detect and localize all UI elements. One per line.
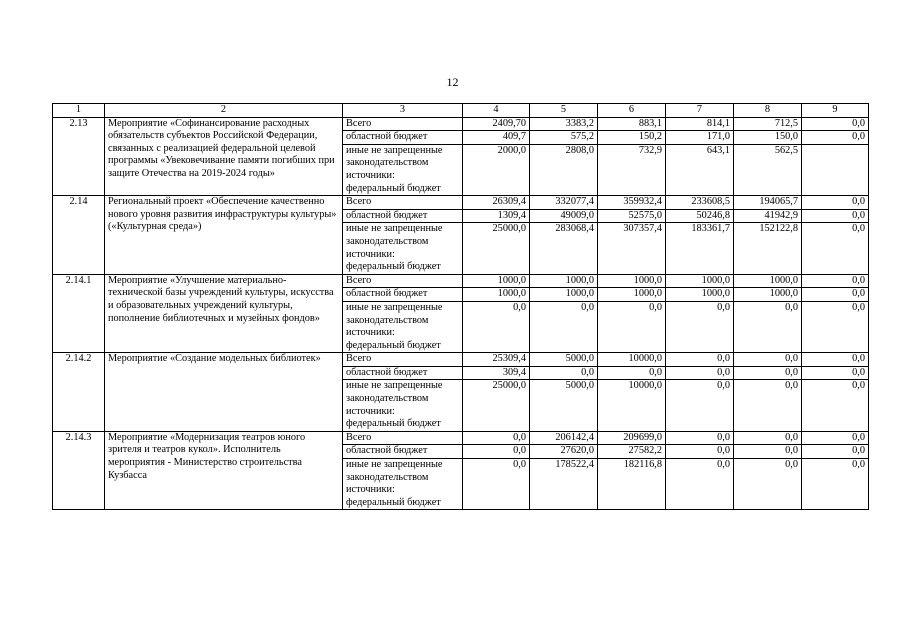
value-cell: 1000,0 (598, 274, 666, 288)
header-cell: 9 (802, 104, 869, 118)
value-cell: 171,0 (666, 131, 734, 145)
value-cell: 0,0 (802, 366, 869, 380)
value-cell: 0,0 (734, 353, 802, 367)
value-cell: 194065,7 (734, 196, 802, 210)
value-cell: 25309,4 (463, 353, 530, 367)
value-cell: 0,0 (734, 431, 802, 445)
value-cell: 41942,9 (734, 209, 802, 223)
item-number: 2.14 (53, 196, 105, 275)
value-cell: 1000,0 (734, 288, 802, 302)
value-cell: 1000,0 (666, 274, 734, 288)
value-cell: 150,0 (734, 131, 802, 145)
value-cell: 1000,0 (463, 274, 530, 288)
source-federal: федеральный бюджет (346, 339, 441, 351)
source-regional: областной бюджет (343, 445, 463, 459)
value-cell: 25000,0 (463, 380, 530, 431)
value-cell: 0,0 (734, 380, 802, 431)
header-cell: 4 (463, 104, 530, 118)
source-regional: областной бюджет (343, 366, 463, 380)
source-other: иные не запрещенные законодательством источники: (346, 144, 443, 181)
source-other-cell (343, 223, 463, 274)
value-cell: 27620,0 (530, 445, 598, 459)
item-name: Мероприятие «Создание модельных библиотек» (105, 353, 343, 432)
value-cell: 152122,8 (734, 223, 802, 274)
value-cell: 1000,0 (530, 288, 598, 302)
value-cell: 1000,0 (734, 274, 802, 288)
value-cell: 5000,0 (530, 353, 598, 367)
value-cell: 712,5 (734, 117, 802, 131)
value-cell: 0,0 (802, 431, 869, 445)
item-name: Мероприятие «Софинансирование расходных обязательств субъектов Российской Федерации, связанных с реализацией федеральной целевой программы «Увековечивание памяти погибших при защите Отечества на 2019-2024 годы» (105, 117, 343, 196)
source-federal: федеральный бюджет (346, 182, 441, 194)
value-cell: 10000,0 (598, 353, 666, 367)
header-cell: 3 (343, 104, 463, 118)
source-regional: областной бюджет (343, 131, 463, 145)
value-cell: 0,0 (598, 366, 666, 380)
value-cell: 0,0 (666, 301, 734, 352)
value-cell: 409,7 (463, 131, 530, 145)
value-cell: 0,0 (530, 366, 598, 380)
value-cell: 0,0 (463, 301, 530, 352)
source-other-cell (343, 144, 463, 195)
value-cell: 0,0 (666, 353, 734, 367)
value-cell: 643,1 (666, 144, 734, 195)
source-regional: областной бюджет (343, 288, 463, 302)
source-other: иные не запрещенные законодательством источники: (346, 459, 443, 496)
value-cell: 332077,4 (530, 196, 598, 210)
value-cell: 0,0 (734, 301, 802, 352)
source-total: Всего (343, 431, 463, 445)
value-cell: 1000,0 (463, 288, 530, 302)
source-federal: федеральный бюджет (346, 261, 441, 273)
value-cell: 1000,0 (666, 288, 734, 302)
value-cell: 182116,8 (598, 459, 666, 510)
source-other: иные не запрещенные законодательством источники: (346, 380, 443, 417)
source-other-cell (343, 301, 463, 352)
item-name: Региональный проект «Обеспечение качественно нового уровня развития инфраструктуры культуры» («Культурная среда») (105, 196, 343, 275)
value-cell: 0,0 (802, 445, 869, 459)
table-row (53, 117, 869, 131)
value-cell: 732,9 (598, 144, 666, 195)
value-cell: 307357,4 (598, 223, 666, 274)
header-cell: 1 (53, 104, 105, 118)
value-cell: 0,0 (463, 459, 530, 510)
table-row (53, 353, 869, 367)
source-total: Всего (343, 196, 463, 210)
value-cell: 27582,2 (598, 445, 666, 459)
value-cell: 283068,4 (530, 223, 598, 274)
source-other-cell (343, 459, 463, 510)
value-cell: 0,0 (666, 459, 734, 510)
value-cell: 26309,4 (463, 196, 530, 210)
value-cell: 0,0 (463, 431, 530, 445)
source-other-cell (343, 380, 463, 431)
value-cell: 1000,0 (530, 274, 598, 288)
value-cell: 150,2 (598, 131, 666, 145)
value-cell: 814,1 (666, 117, 734, 131)
value-cell: 209699,0 (598, 431, 666, 445)
item-number: 2.14.1 (53, 274, 105, 353)
value-cell: 178522,4 (530, 459, 598, 510)
source-total: Всего (343, 274, 463, 288)
header-cell: 8 (734, 104, 802, 118)
value-cell: 359932,4 (598, 196, 666, 210)
value-cell: 0,0 (666, 366, 734, 380)
source-total: Всего (343, 353, 463, 367)
value-cell: 0,0 (598, 301, 666, 352)
value-cell: 0,0 (530, 301, 598, 352)
page-number: 12 (446, 75, 459, 89)
value-cell: 0,0 (734, 459, 802, 510)
value-cell: 0,0 (666, 445, 734, 459)
value-cell: 0,0 (802, 274, 869, 288)
value-cell: 1309,4 (463, 209, 530, 223)
value-cell: 0,0 (802, 288, 869, 302)
value-cell: 0,0 (666, 431, 734, 445)
source-federal: федеральный бюджет (346, 496, 441, 508)
value-cell: 3383,2 (530, 117, 598, 131)
value-cell: 883,1 (598, 117, 666, 131)
source-regional: областной бюджет (343, 209, 463, 223)
value-cell: 49009,0 (530, 209, 598, 223)
value-cell: 0,0 (802, 117, 869, 131)
item-number: 2.13 (53, 117, 105, 196)
item-number: 2.14.2 (53, 353, 105, 432)
value-cell: 183361,7 (666, 223, 734, 274)
value-cell: 5000,0 (530, 380, 598, 431)
table-row (53, 274, 869, 288)
header-row (53, 104, 869, 118)
value-cell: 309,4 (463, 366, 530, 380)
value-cell: 10000,0 (598, 380, 666, 431)
value-cell: 0,0 (802, 223, 869, 274)
value-cell: 0,0 (802, 459, 869, 510)
source-total: Всего (343, 117, 463, 131)
value-cell: 2000,0 (463, 144, 530, 195)
item-name: Мероприятие «Модернизация театров юного зрителя и театров кукол». Исполнитель мероприятия - Министерство строительства Кузбасса (105, 431, 343, 510)
value-cell: 233608,5 (666, 196, 734, 210)
table-row (53, 431, 869, 445)
value-cell: 0,0 (463, 445, 530, 459)
value-cell (802, 144, 869, 195)
value-cell: 0,0 (666, 380, 734, 431)
source-federal: федеральный бюджет (346, 418, 441, 430)
item-number: 2.14.3 (53, 431, 105, 510)
value-cell: 575,2 (530, 131, 598, 145)
header-cell: 7 (666, 104, 734, 118)
value-cell: 2409,70 (463, 117, 530, 131)
budget-table (52, 103, 869, 510)
value-cell: 25000,0 (463, 223, 530, 274)
value-cell: 206142,4 (530, 431, 598, 445)
value-cell: 2808,0 (530, 144, 598, 195)
value-cell: 0,0 (734, 445, 802, 459)
header-cell: 6 (598, 104, 666, 118)
value-cell: 0,0 (802, 196, 869, 210)
value-cell: 0,0 (802, 353, 869, 367)
header-cell: 2 (105, 104, 343, 118)
value-cell: 50246,8 (666, 209, 734, 223)
table-row (53, 196, 869, 210)
header-cell: 5 (530, 104, 598, 118)
value-cell: 0,0 (802, 131, 869, 145)
source-other: иные не запрещенные законодательством источники: (346, 301, 443, 339)
value-cell: 562,5 (734, 144, 802, 195)
value-cell: 0,0 (802, 380, 869, 431)
value-cell: 0,0 (802, 209, 869, 223)
value-cell: 1000,0 (598, 288, 666, 302)
value-cell: 52575,0 (598, 209, 666, 223)
source-other: иные не запрещенные законодательством источники: (346, 223, 443, 260)
value-cell: 0,0 (802, 301, 869, 352)
item-name: Мероприятие «Улучшение материально-технической базы учреждений культуры, искусства и образовательных учреждений культуры, пополнение библиотечных и музейных фондов» (105, 274, 343, 353)
value-cell: 0,0 (734, 366, 802, 380)
